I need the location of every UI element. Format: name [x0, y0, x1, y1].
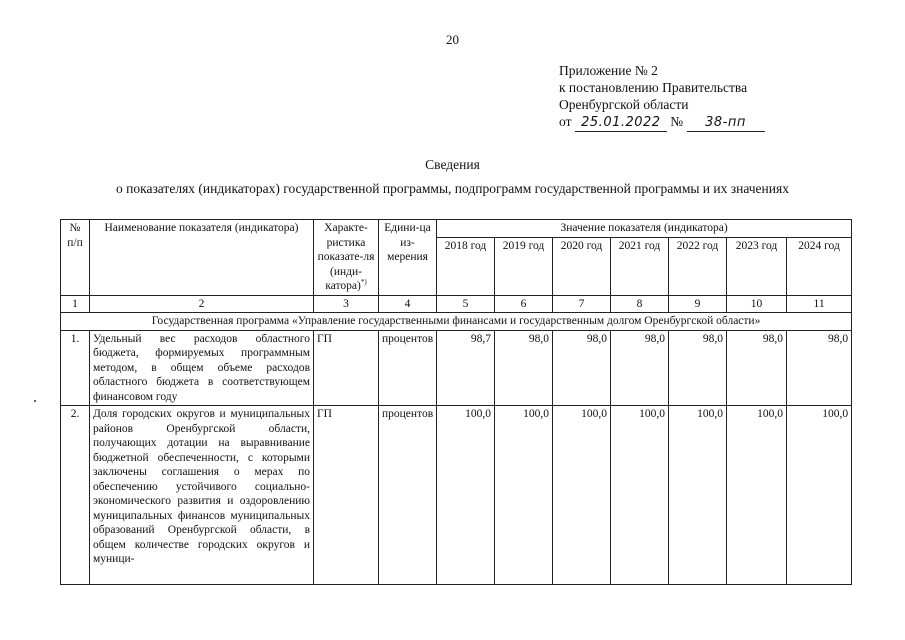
column-number: 5	[437, 295, 495, 313]
header-year: 2018 год	[437, 237, 495, 295]
row-number: 2.	[61, 406, 90, 585]
indicator-name: Доля городских округов и муниципальных районов Оренбургской области, получающих дотации на выравнивание бюджетной обеспеченности, с которыми заключены соглашения о мерах по обеспечению устойчивого социально-экономического развития и оздоровлению муниципальных финансов муниципальных образований Оренбургской области, в общем количестве городских округов и муници-	[90, 406, 314, 585]
indicator-value: 100,0	[727, 406, 787, 585]
indicator-value: 100,0	[437, 406, 495, 585]
header-characteristic-footnote: *)	[360, 278, 367, 287]
indicator-value: 98,7	[437, 330, 495, 406]
program-title-row	[61, 313, 852, 331]
document-subtitle: о показателях (индикаторах) государственной программы, подпрограмм государственной программы и их значениях	[116, 181, 789, 196]
indicator-value: 98,0	[611, 330, 669, 406]
header-year: 2021 год	[611, 237, 669, 295]
header-year: 2024 год	[787, 237, 852, 295]
column-number: 1	[61, 295, 90, 313]
indicators-table	[60, 219, 852, 585]
column-number: 7	[553, 295, 611, 313]
header-name: Наименование показателя (индикатора)	[90, 220, 314, 296]
header-year: 2023 год	[727, 237, 787, 295]
document-title: Сведения	[425, 157, 480, 172]
indicator-unit: процентов	[379, 406, 437, 585]
indicator-name: Удельный вес расходов областного бюджета, формируемых программным методом, в общем объеме расходов областного бюджета в соответствующем финансовом году	[90, 330, 314, 406]
appendix-number-label: №	[670, 114, 684, 129]
program-title: Государственная программа «Управление государственными финансами и государственным долгом Оренбургской области»	[61, 313, 852, 331]
table-row	[61, 330, 852, 406]
column-number: 3	[314, 295, 379, 313]
column-number: 11	[787, 295, 852, 313]
appendix-date: 25.01.2022	[575, 114, 667, 132]
header-characteristic	[314, 220, 379, 296]
appendix-block	[559, 62, 765, 132]
indicator-value: 98,0	[553, 330, 611, 406]
header-year: 2019 год	[495, 237, 553, 295]
scan-speck	[34, 400, 36, 402]
column-number: 9	[669, 295, 727, 313]
appendix-line-2: к постановлению Правительства	[559, 80, 748, 95]
column-number: 10	[727, 295, 787, 313]
indicator-value: 100,0	[495, 406, 553, 585]
indicator-value: 100,0	[787, 406, 852, 585]
indicator-value: 100,0	[553, 406, 611, 585]
column-number-row	[61, 295, 852, 313]
indicator-value: 100,0	[611, 406, 669, 585]
header-value-group: Значение показателя (индикатора)	[437, 220, 852, 238]
indicator-value: 98,0	[787, 330, 852, 406]
row-number: 1.	[61, 330, 90, 406]
column-number: 2	[90, 295, 314, 313]
appendix-number: 38-пп	[687, 114, 765, 132]
indicator-characteristic: ГП	[314, 406, 379, 585]
table-row	[61, 406, 852, 585]
header-num: № п/п	[61, 220, 90, 296]
header-unit: Едини-ца из-мерения	[379, 220, 437, 296]
indicator-value: 98,0	[727, 330, 787, 406]
column-number: 6	[495, 295, 553, 313]
header-characteristic-text: Характе-ристика показате-ля (инди-катора)	[317, 222, 375, 292]
indicator-unit: процентов	[379, 330, 437, 406]
header-year: 2020 год	[553, 237, 611, 295]
indicator-value: 100,0	[669, 406, 727, 585]
header-year: 2022 год	[669, 237, 727, 295]
header-row-1	[61, 220, 852, 238]
page-number: 20	[446, 32, 459, 47]
appendix-line-1: Приложение № 2	[559, 63, 658, 78]
indicator-value: 98,0	[495, 330, 553, 406]
column-number: 8	[611, 295, 669, 313]
indicator-value: 98,0	[669, 330, 727, 406]
appendix-line-3: Оренбургской области	[559, 97, 689, 112]
appendix-date-line	[559, 113, 765, 132]
appendix-from-label: от	[559, 114, 572, 129]
column-number: 4	[379, 295, 437, 313]
indicator-characteristic: ГП	[314, 330, 379, 406]
